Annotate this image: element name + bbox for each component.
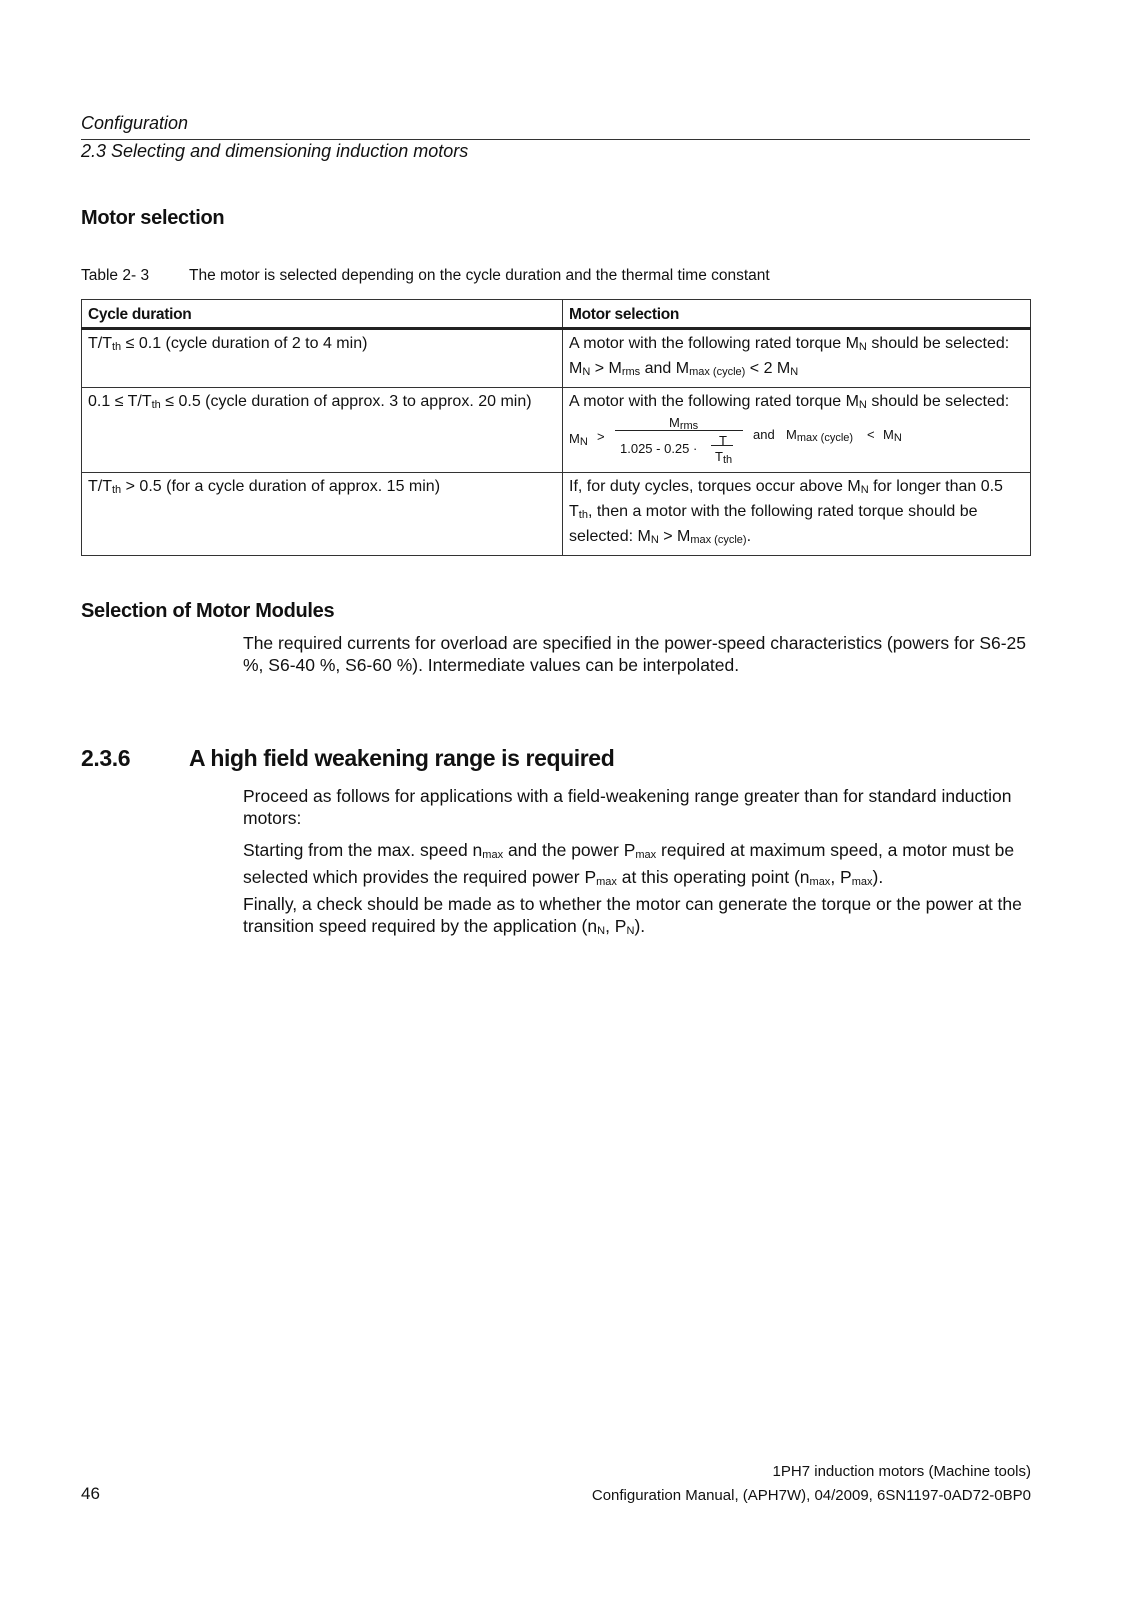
section-title: A high field weakening range is required <box>189 745 615 771</box>
formula-and: and <box>753 427 775 442</box>
formula-rhs-mn: $M_N$ <box>883 427 902 444</box>
motor-selection-heading: Motor selection <box>81 207 225 229</box>
table-number: Table 2- 3 <box>81 267 150 284</box>
formula-numerator: $M_{rms}$ <box>669 415 699 432</box>
header-rule <box>81 139 1030 140</box>
column-header-cycle-duration: Cycle duration <box>82 300 563 329</box>
cycle-duration-cell: $T/T_{th} > 0.5$ (for a cycle duration of approx. 15 min) <box>82 473 563 556</box>
table-row <box>82 388 1031 473</box>
page-number: 46 <box>81 1484 100 1503</box>
running-header-section: Configuration <box>81 113 189 133</box>
table-row <box>82 473 1031 556</box>
column-header-motor-selection: Motor selection <box>563 300 1031 329</box>
torque-formula <box>569 415 1024 468</box>
formula-lhs: $M_N$ <box>569 431 588 448</box>
motor-selection-cell: A motor with the following rated torque $M_N$ should be selected: $M_N > M_{rms}$ and $M_{max (cycle)} < 2$ $M_N$ <box>563 329 1031 388</box>
formula-inner-denominator: $T_{th}$ <box>715 449 733 466</box>
footer-product: 1PH7 induction motors (Machine tools) <box>772 1463 1031 1480</box>
running-header-subsection: 2.3 Selecting and dimensioning induction motors <box>81 141 469 161</box>
section-paragraph-1: Proceed as follows for applications with a field-weakening range greater than for standard induction motors: <box>243 786 1012 828</box>
section-heading <box>81 745 614 772</box>
formula-gt: > <box>597 429 605 444</box>
section-paragraph-3: Finally, a check should be made as to whether the motor can generate the torque or the power at the transition speed required by the application ($n_N$, $P_N$). <box>243 894 1022 937</box>
formula-rhs-mmax: $M_{max (cycle)}$ <box>786 427 854 444</box>
motor-selection-cell: If, for duty cycles, torques occur above $M_N$ for longer than 0.5 $T_{th}$, then a motor with the following rated torque should be selected: $M_N > M_{max (cycle)}$. <box>563 473 1031 556</box>
formula-inner-numerator: T <box>719 433 727 448</box>
section-number: 2.3.6 <box>81 745 131 771</box>
section-paragraph-2: Starting from the max. speed $n_{max}$ and the power $P_{max}$ required at maximum speed, a motor must be selected which provides the required power $P_{max}$ at this operating point ($n_{max}$, $P_{max}$). <box>243 840 1015 888</box>
footer-manual: Configuration Manual, (APH7W), 04/2009, 6SN1197-0AD72-0BP0 <box>591 1487 1031 1504</box>
motor-modules-paragraph: The required currents for overload are specified in the power-speed characteristics (powers for S6-25 %, S6-40 %, S6-60 %). Intermediate values can be interpolated. <box>243 633 1027 675</box>
cycle-duration-cell: $0.1 \le T/T_{th} \le 0.5$ (cycle duration of approx. 3 to approx. 20 min) <box>82 388 563 473</box>
table-caption-text: The motor is selected depending on the cycle duration and the thermal time constant <box>189 267 770 284</box>
motor-selection-table <box>81 299 1031 556</box>
motor-selection-cell: A motor with the following rated torque $M_N$ should be selected: $M_N$ > $M_{rms}$ 1.025 - 0.25 · T $T_{th}$ and $M_{max (cycle)}$ < $M_N$ <box>563 388 1031 473</box>
cycle-duration-cell: $T/T_{th} \le 0.1$ (cycle duration of 2 to 4 min) <box>82 329 563 388</box>
formula-denominator: 1.025 - 0.25 · <box>620 441 698 456</box>
table-caption <box>81 267 770 285</box>
table-header-row <box>82 300 1031 329</box>
motor-modules-heading: Selection of Motor Modules <box>81 600 335 622</box>
table-row <box>82 329 1031 388</box>
formula-lt: < <box>867 427 875 442</box>
